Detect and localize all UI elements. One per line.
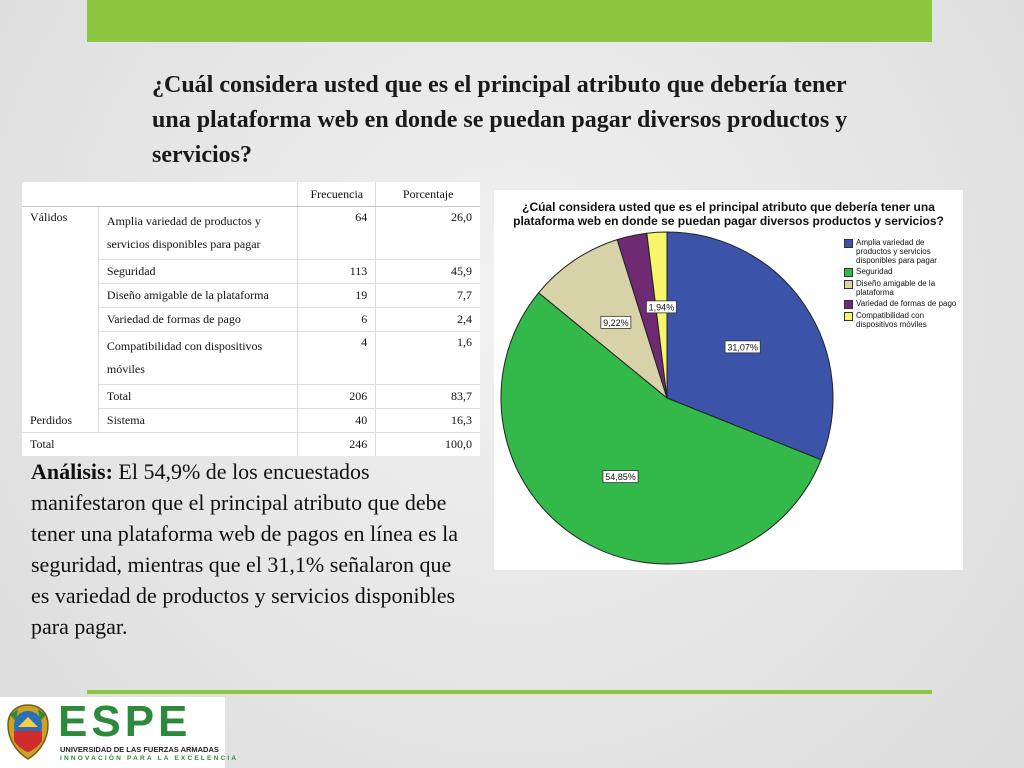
espe-brand-text: ESPE [58, 697, 192, 746]
row-pct: 83,7 [376, 385, 480, 409]
table-header-row [22, 182, 480, 207]
row-label: Seguridad [98, 260, 297, 284]
legend-label: Amplia variedad de productos y servicios disponibles para pagar [856, 238, 937, 265]
pie-data-label-2 [601, 316, 631, 328]
row-label: Amplia variedad de productos y servicios disponibles para pagar [98, 207, 297, 260]
bottom-accent-line [87, 690, 932, 694]
row-pct: 26,0 [376, 207, 480, 260]
row-label: Compatibilidad con dispositivos móviles [98, 332, 297, 385]
header-frecuencia: Frecuencia [298, 182, 376, 207]
row-freq: 206 [298, 385, 376, 409]
svg-text:31,07%: 31,07% [727, 342, 758, 353]
row-freq: 19 [298, 284, 376, 308]
svg-text:54,85%: 54,85% [605, 472, 636, 483]
total-pct: 100,0 [376, 433, 480, 457]
row-freq: 6 [298, 308, 376, 332]
legend-swatch [844, 268, 853, 277]
row-pct: 45,9 [376, 260, 480, 284]
chart-legend [844, 238, 960, 331]
legend-item [844, 279, 960, 297]
legend-label: Variedad de formas de pago [856, 299, 957, 308]
row-freq: 113 [298, 260, 376, 284]
table-row-perdidos [22, 409, 480, 433]
pie-data-label-4 [646, 301, 676, 313]
legend-swatch [844, 239, 853, 248]
row-pct: 16,3 [376, 409, 480, 433]
chart-title: ¿Cúal considera usted que es el principal atributo que debería tener una plataforma web en donde se puedan pagar diversos productos y servicios? [513, 200, 944, 228]
svg-text:9,22%: 9,22% [603, 317, 629, 328]
legend-swatch [844, 280, 853, 289]
svg-text:1,94%: 1,94% [648, 302, 675, 313]
header-porcentaje: Porcentaje [376, 182, 480, 207]
row-freq: 4 [298, 332, 376, 385]
row-pct: 7,7 [376, 284, 480, 308]
row-freq: 64 [298, 207, 376, 260]
total-label: Total [30, 437, 55, 451]
legend-item [844, 267, 960, 277]
row-pct: 1,6 [376, 332, 480, 385]
frequency-table [22, 182, 480, 456]
university-name: UNIVERSIDAD DE LAS FUERZAS ARMADAS [60, 745, 219, 754]
espe-logo [0, 697, 239, 768]
university-emblem-icon [4, 701, 52, 763]
legend-swatch [844, 300, 853, 309]
university-tagline: INNOVACIÓN PARA LA EXCELENCIA [60, 755, 239, 762]
group-validos: Válidos [30, 210, 68, 224]
pie-data-label-1 [603, 471, 638, 483]
legend-item [844, 238, 960, 265]
legend-label: Seguridad [856, 267, 893, 276]
legend-swatch [844, 312, 853, 321]
top-accent-bar [87, 0, 932, 42]
total-freq: 246 [298, 433, 376, 457]
table-row [22, 207, 480, 260]
pie-data-label-0 [725, 341, 760, 353]
legend-label: Diseño amigable de la plataforma [856, 279, 936, 297]
analysis-label: Análisis: [31, 459, 113, 484]
group-perdidos: Perdidos [22, 409, 98, 433]
row-label: Variedad de formas de pago [98, 308, 297, 332]
row-label: Total [98, 385, 297, 409]
legend-item [844, 299, 960, 309]
pie-chart-panel [494, 190, 963, 570]
row-label: Sistema [98, 409, 297, 433]
row-label: Diseño amigable de la plataforma [98, 284, 297, 308]
row-freq: 40 [298, 409, 376, 433]
analysis-text: El 54,9% de los encuestados manifestaron que el principal atributo que debe tener una plataforma web de pagos en línea es la seguridad, mientras que el 31,1% señalaron que es variedad de productos y servicios disponibles para pagar. [31, 459, 458, 639]
analysis-paragraph [31, 456, 461, 642]
legend-item [844, 311, 960, 329]
slide-question-title: ¿Cuál considera usted que es el principal atributo que debería tener una plataforma web en donde se puedan pagar diversos productos y servicios? [152, 72, 848, 168]
row-pct: 2,4 [376, 308, 480, 332]
table-row-total [22, 433, 480, 457]
legend-label: Compatibilidad con dispositivos móviles [856, 311, 927, 329]
